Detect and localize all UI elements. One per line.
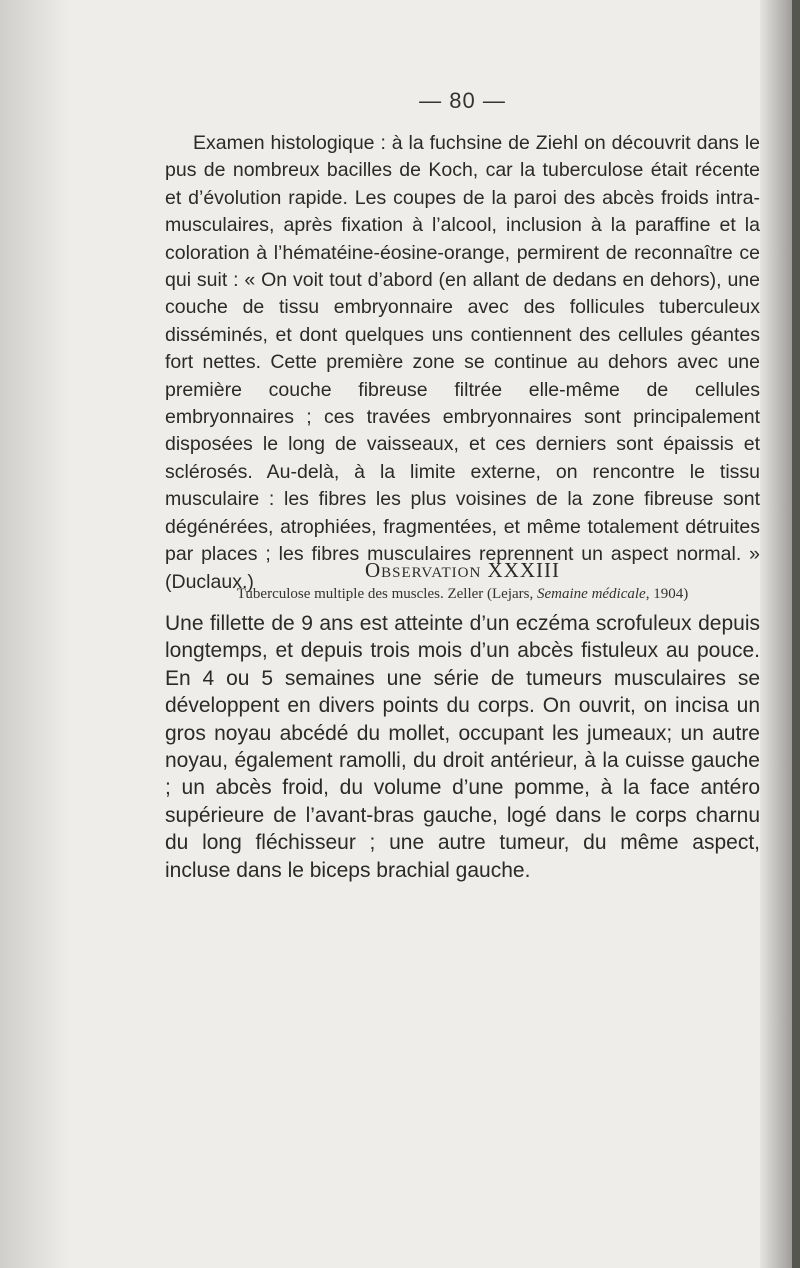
paragraph-case [165, 610, 760, 884]
paper-shade-left [0, 0, 70, 1268]
observation-subtitle [165, 586, 760, 603]
observation-subtitle-journal: Semaine médicale [537, 586, 646, 602]
paper-shade-right [760, 0, 800, 1268]
paper-edge-right [792, 0, 800, 1268]
observation-subtitle-suffix: , 1904) [645, 586, 689, 602]
paragraph-histology [165, 130, 760, 596]
paragraph-case-text: Une fillette de 9 ans est atteinte d’un eczéma scrofuleux depuis longtemps, et depuis trois mois d’un abcès fistuleux au pouce. En 4 ou 5 semaines une série de tumeurs musculaires se développent en divers points du corps. On ouvrit, on incisa un gros noyau abcédé du mollet, occupant les jumeaux; un autre noyau, également ramolli, du droit antérieur, à la cuisse gauche ; un abcès froid, du volume d’une pomme, à la face antéro supérieure de l’avant-bras gauche, logé dans le corps charnu du long fléchisseur ; une autre tumeur, du même aspect, incluse dans le biceps brachial gauche. [165, 612, 760, 882]
observation-subtitle-prefix: Tuberculose multiple des muscles. Zeller (Lejars, [236, 586, 537, 602]
paragraph-histology-text: Examen histologique : à la fuchsine de Ziehl on découvrit dans le pus de nombreux bacilles de Koch, car la tuberculose était récente et d’évolution rapide. Les coupes de la paroi des abcès froids intra-musculaires, après fixation à l’alcool, inclusion à la paraffine et la coloration à l’hématéine-éosine-orange, permirent de reconnaître ce qui suit : « On voit tout d’abord (en allant de dedans en dehors), une couche de tissu embryonnaire avec des follicules tuberculeux disséminés, et dont quelques uns contiennent des cellules géantes fort nettes. Cette première zone se continue au dehors avec une première couche fibreuse filtrée elle-même de cellules embryonnaires ; ces travées embryonnaires sont principalement disposées le long de vaisseaux, et ces derniers sont épaissis et sclérosés. Au-delà, à la limite externe, on rencontre le tissu musculaire : les fibres les plus voisines de la zone fibreuse sont dégénérées, atrophiées, fragmentées, et même totalement détruites par places ; les fibres musculaires reprennent un aspect normal. » (Duclaux.) [165, 132, 760, 593]
observation-title: Observation XXXIII [364, 558, 561, 582]
page-number: — 80 — [419, 88, 506, 113]
